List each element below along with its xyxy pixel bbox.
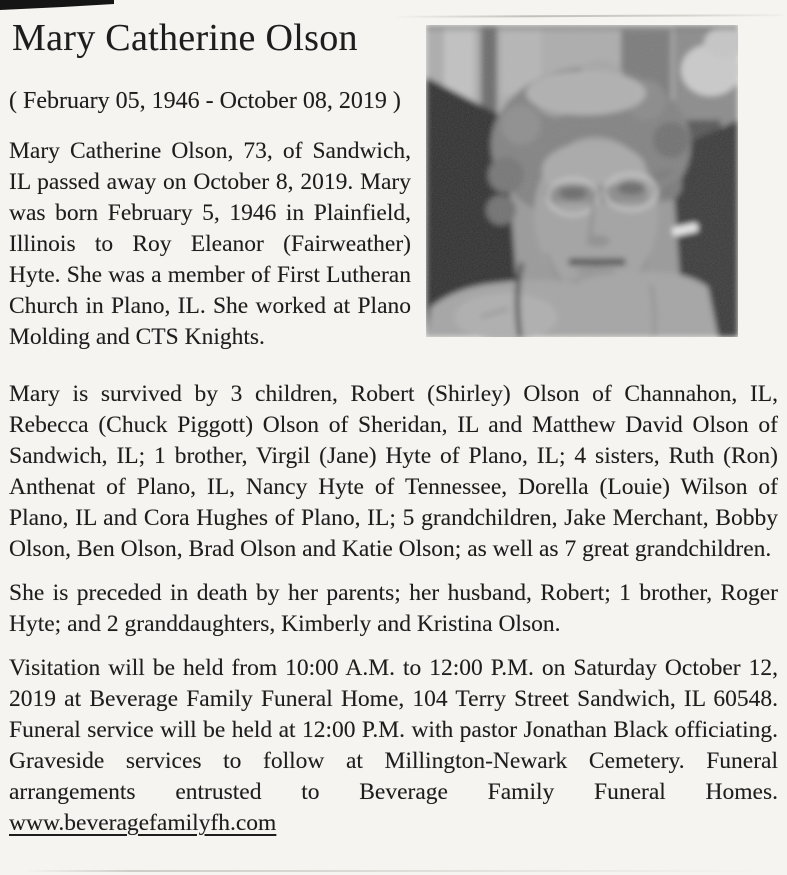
bio-paragraph: Mary Catherine Olson, 73, of Sandwich, IL passed away on October 8, 2019. Mary was born February 5, 1946 in Plainfield, Illinois to Roy Eleanor (Fairweather) Hyte. She was a member of First Lutheran Church in Plano, IL. She worked at Plano Molding and CTS Knights. xyxy=(9,138,411,350)
portrait-photo xyxy=(426,25,738,337)
page-title: Mary Catherine Olson xyxy=(12,17,358,59)
funeral-home-website-link[interactable]: www.beveragefamilyfh.com xyxy=(9,810,277,836)
survivors-paragraph: Mary is survived by 3 children, Robert (Shirley) Olson of Channahon, IL, Rebecca (Chuck Piggott) Olson of Sheridan, IL and Matthew David Olson of Sandwich, IL; 1 brother, Virgil (Jane) Hyte of Plano, IL; 4 sisters, Ruth (Ron) Anthenat of Plano, IL, Nancy Hyte of Tennessee, Dorella (Louie) Wilson of Plano, IL and Cora Hughes of Plano, IL; 5 grandchildren, Jake Merchant, Bobby Olson, Ben Olson, Brad Olson and Katie Olson; as well as 7 great grandchildren. xyxy=(9,381,778,562)
life-dates: ( February 05, 1946 - October 08, 2019 ) xyxy=(9,88,401,114)
scan-artifact-bottom-smudge xyxy=(24,870,760,872)
scan-artifact-corner-mark xyxy=(0,0,114,10)
visitation-paragraph xyxy=(9,653,778,839)
preceded-in-death-paragraph: She is preceded in death by her parents; her husband, Robert; 1 brother, Roger Hyte; and 2 granddaughters, Kimberly and Kristina Olson. xyxy=(9,580,778,637)
portrait-photo-image xyxy=(426,25,738,337)
visitation-text: Visitation will be held from 10:00 A.M. to 12:00 P.M. on Saturday October 12, 2019 at Beverage Family Funeral Home, 104 Terry Street Sandwich, IL 60548. Funeral service will be held at 12:00 P.M. with pastor Jonathan Black officiating. Graveside services to follow at Millington-Newark Cemetery. Funeral arrangements entrusted to Beverage Family Funeral Homes. xyxy=(9,655,778,805)
